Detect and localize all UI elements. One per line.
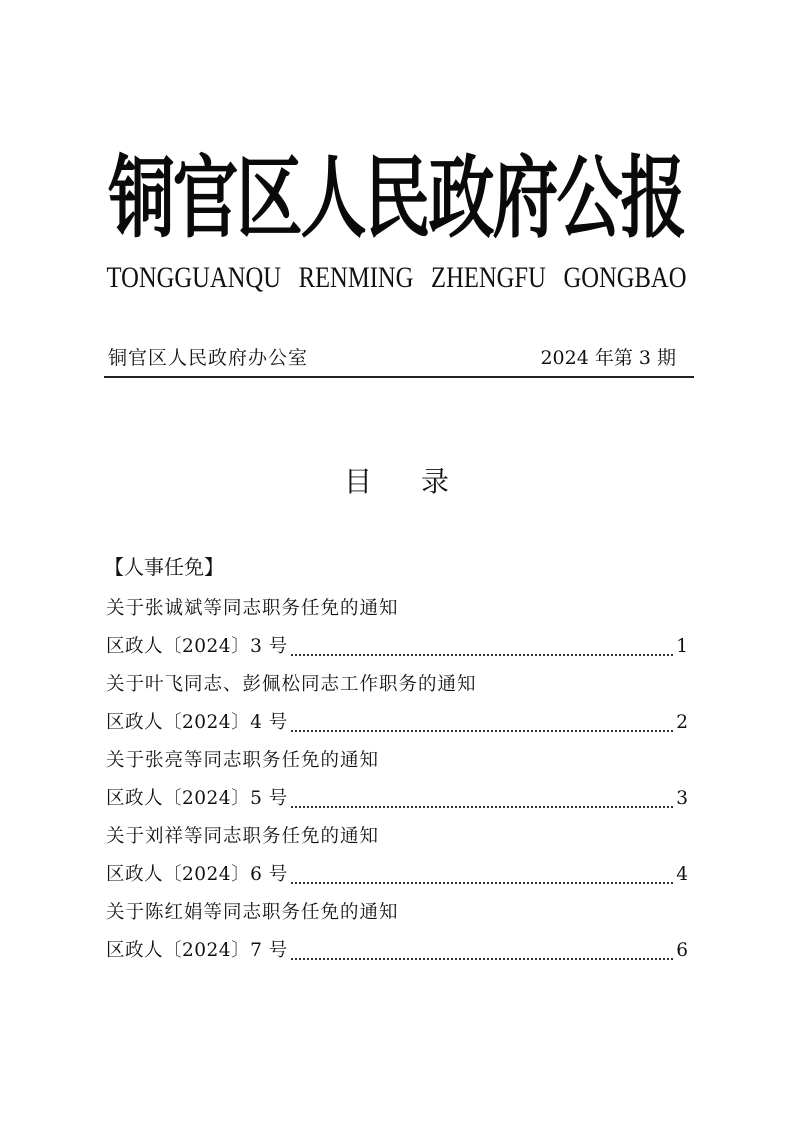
toc-entry-title[interactable]: 关于张诚斌等同志职务任免的通知 bbox=[106, 598, 399, 619]
document-number: 区政人〔2024〕3 号 bbox=[106, 636, 288, 657]
page-number: 2 bbox=[676, 712, 688, 733]
header-rule bbox=[104, 376, 694, 378]
page-number: 6 bbox=[676, 940, 688, 961]
document-number: 区政人〔2024〕5 号 bbox=[106, 788, 288, 809]
dot-leader bbox=[291, 729, 673, 732]
toc-list bbox=[106, 590, 688, 970]
toc-entry-ref[interactable] bbox=[106, 628, 688, 666]
toc-entry-ref[interactable] bbox=[106, 704, 688, 742]
dot-leader bbox=[291, 805, 673, 808]
toc-entry-title[interactable]: 关于张亮等同志职务任免的通知 bbox=[106, 750, 380, 771]
issuer-name: 铜官区人民政府办公室 bbox=[108, 347, 309, 369]
document-number: 区政人〔2024〕4 号 bbox=[106, 712, 288, 733]
masthead-pinyin: TONGGUANQU RENMING ZHENGFU GONGBAO bbox=[106, 261, 687, 294]
page-number: 1 bbox=[676, 636, 688, 657]
document-number: 区政人〔2024〕6 号 bbox=[106, 864, 288, 885]
toc-entry-title[interactable]: 关于陈红娟等同志职务任免的通知 bbox=[106, 902, 399, 923]
toc-entry-ref[interactable] bbox=[106, 780, 688, 818]
masthead-title: 铜官区人民政府公报 bbox=[108, 145, 685, 251]
issue-number: 2024 年第 3 期 bbox=[540, 347, 676, 369]
section-heading: 【人事任免】 bbox=[104, 555, 224, 579]
dot-leader bbox=[291, 881, 673, 884]
toc-entry-ref[interactable] bbox=[106, 932, 688, 970]
toc-entry-ref[interactable] bbox=[106, 856, 688, 894]
toc-entry-title[interactable]: 关于叶飞同志、彭佩松同志工作职务的通知 bbox=[106, 674, 477, 695]
document-number: 区政人〔2024〕7 号 bbox=[106, 940, 288, 961]
toc-heading: 目 录 bbox=[344, 465, 449, 498]
dot-leader bbox=[291, 957, 673, 960]
dot-leader bbox=[291, 653, 673, 656]
page-number: 4 bbox=[676, 864, 688, 885]
page-number: 3 bbox=[676, 788, 688, 809]
toc-entry-title[interactable]: 关于刘祥等同志职务任免的通知 bbox=[106, 826, 380, 847]
